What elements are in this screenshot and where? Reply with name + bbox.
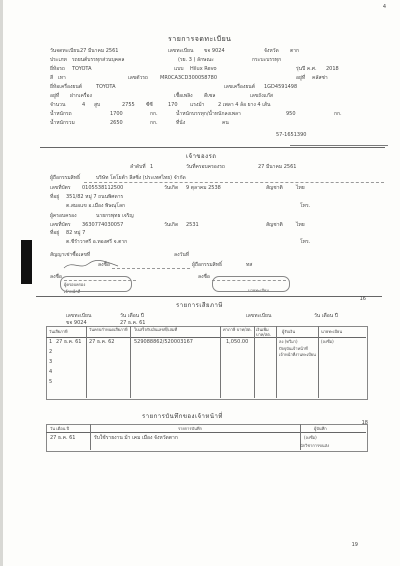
holder-nationality-label: สัญชาติ (266, 185, 283, 191)
possessor-address-label: ที่อยู่ (50, 230, 60, 236)
load-weight-label: น้ำหนักบรรทุก/น้ำหนักลงเพลา (176, 111, 241, 117)
holder-id-label: เลขที่บัตร (50, 185, 71, 191)
owner-title: เจ้าของรถ (186, 153, 217, 160)
holder-address-label: ที่อยู่ (50, 194, 60, 200)
vehicle-shape-value: กระบะบรรทุก (252, 57, 282, 63)
cylinders-unit: สูบ (94, 102, 101, 108)
chassis-value: MR0CA3CD300058780 (160, 75, 218, 81)
engine-number-label: เลขเครื่องยนต์ (224, 84, 255, 90)
sign-line-holder (112, 268, 190, 269)
model-label: แบบ (174, 66, 184, 72)
cylinders-label: จำนวน (50, 102, 66, 108)
tax-col-receipt: ใบเสร็จรับเงินเลขที่/เล่มที่ (134, 327, 178, 332)
province-value: ตาก (290, 48, 300, 54)
owner-seq-value: 1 (150, 164, 154, 170)
sign-label-holder: ลงชื่อ (98, 262, 110, 268)
sign-label-officer: ลงชื่อ (50, 274, 62, 280)
cylinders-value: 4 (82, 102, 86, 108)
redaction-bar (21, 240, 32, 284)
document-code: 57-1651390 (276, 132, 307, 138)
engine-location-value: ฝากเครื่อง (70, 93, 92, 99)
holder-value: บริษัท โตโยต้า ลีสซิ่ง (ประเทศไทย) จำกัด (96, 175, 186, 181)
scan-edge (0, 0, 3, 566)
possessor-birth-value: 2531 (186, 222, 199, 228)
officer-stamp (60, 276, 132, 292)
notes-row-text: รับใช้รายงาน ม้า เคม เมือง จังหวัดตาก (94, 435, 178, 441)
vehicle-type-value: รถยนต์บรรทุกส่วนบุคคล (72, 57, 125, 63)
holder-label: ผู้ถือกรรมสิทธิ์ (50, 175, 81, 181)
horsepower-value: 170 (168, 102, 178, 108)
contract-date-label: ลงวันที่ (174, 252, 190, 258)
tax-reg-value: ขจ 9024 (66, 320, 87, 326)
holder-id-value: 0105538112500 (82, 185, 124, 191)
holder-underline (84, 182, 384, 183)
holder-nationality-value: ไทย (296, 185, 305, 191)
load-weight-value: 950 (286, 111, 296, 117)
possessor-address-line2: ต.ชีรำวาศรี อ.ทองศรี จ.ตาก (66, 239, 128, 245)
chassis-location-label: อยู่ที่ (296, 75, 306, 81)
possessor-tel-label: โทร. (300, 239, 311, 245)
engine-brand-label: ยี่ห้อเครื่องยนต์ (50, 84, 83, 90)
tax-col-divider (220, 326, 221, 398)
notes-signer: (ลงชื่อ) (304, 435, 317, 440)
seats-unit: คน (222, 120, 229, 126)
tax-row-receiver: ลง (ทวีมา) (279, 339, 298, 344)
possessor-birth-label: วันเกิด (164, 222, 179, 228)
reg-date-label: วันจดทะเบียน (50, 48, 80, 54)
tax-title: รายการเสียภาษี (176, 302, 223, 309)
tax-col-amount: ค่าภาษี บาท/สต. (223, 327, 252, 332)
vehicle-weight-label: น้ำหนักรถ (50, 111, 72, 117)
officer-notes-header-line (46, 432, 366, 433)
hire-purchase-label: สัญญาเช่าซื้อเลขที่ (50, 252, 91, 258)
load-weight-unit: กก. (334, 111, 342, 117)
lower-page-number: 18 (361, 420, 368, 426)
registrar-stamp (212, 276, 290, 292)
fuel-label: เชื้อเพลิง (174, 93, 193, 99)
tax-row-registrar: (ลงชื่อ) (321, 339, 334, 344)
engine-brand-value: TOYOTA (96, 84, 116, 90)
tax-col-divider (318, 326, 319, 398)
engine-location-label: อยู่ที่ (50, 93, 60, 99)
notes-row-date: 27 ธ.ค. 61 (50, 435, 76, 441)
sign-role-possessor: ผู้ครอบครอง (64, 282, 86, 287)
vehicle-weight-value: 1700 (110, 111, 123, 117)
vehicle-type-label: ประเภท (50, 57, 67, 63)
brand-label: ยี่ห้อรถ (50, 66, 65, 72)
brand-value: TOYOTA (72, 66, 92, 72)
province-label: จังหวัด (264, 48, 279, 54)
tax-date-label: วัน เดือน ปี (120, 313, 144, 319)
torn-edge-mark (290, 145, 388, 146)
notes-col-date: วัน เดือน ปี (50, 426, 70, 431)
tax-col-surcharge: เงินเพิ่ม บาท/สต. (256, 327, 272, 337)
holder-birth-value: 9 ตุลาคม 2538 (186, 185, 221, 191)
owner-date-value: 27 มีนาคม 2561 (258, 164, 297, 170)
tax-row-due: 27 ธ.ค. 62 (89, 339, 115, 345)
notes-col-entry: รายการบันทึก (178, 426, 202, 431)
holder-address-line2: ต.สมอแข อ.เมือง พิษณุโลก (66, 203, 126, 209)
model-value: Hilux Revo (190, 66, 217, 72)
possessor-address-value: 82 หมู่ 7 (66, 230, 86, 236)
engine-number-value: 1GD4591498 (264, 84, 298, 90)
corner-number: 4 (382, 4, 386, 10)
tax-date-label-2: วัน เดือน ปี (314, 313, 338, 319)
total-weight-value: 2650 (110, 120, 123, 126)
total-weight-unit: กก. (150, 120, 158, 126)
color-value: เทา (58, 75, 66, 81)
axles-wheels-value: 2 เพลา 4 ล้อ ยาง 4 เส้น (218, 102, 271, 108)
sign-role-holder: ผู้ถือกรรมสิทธิ์ (192, 262, 223, 268)
mid-page-number: 16 (359, 296, 366, 302)
possessor-value: นายกรพุทธ เจริญ (96, 213, 134, 219)
chassis-label: เลขตัวรถ (128, 75, 148, 81)
sign-value-holder: ทส (246, 262, 253, 268)
holder-tel-label: โทร. (300, 203, 311, 209)
horsepower-unit: แรงม้า (190, 102, 205, 108)
tax-col-registrar: นายทะเบียน (321, 329, 343, 334)
tax-row-no: 3 (49, 359, 53, 365)
seats-label: ที่นั่ง (176, 120, 186, 126)
sign-role-officer: เจ้าหน้าที่ (64, 289, 81, 294)
owner-seq-label: ลำดับที่ (130, 164, 146, 170)
bottom-page-number: 19 (351, 542, 358, 548)
gas-tank-label: เลขถังแก๊ส (250, 93, 273, 99)
owner-date-label: วันที่ครอบครองรถ (186, 164, 225, 170)
tax-col-paid-date: วันเสียภาษี (49, 329, 68, 334)
chassis-location-value: คลัสซ่า (312, 75, 328, 81)
tax-date-value: 27 ธ.ค. 61 (120, 320, 146, 326)
possessor-id-value: 3630774030057 (82, 222, 124, 228)
tax-receiver-note: ปัจจุบันเจ้าหน้าที่ (279, 346, 308, 351)
possessor-nationality-value: ไทย (296, 222, 305, 228)
tax-row-no: 4 (49, 369, 53, 375)
tax-col-divider (130, 326, 131, 398)
color-label: สี (50, 75, 54, 81)
tax-row-receipt: 529088862/520003167 (134, 339, 193, 345)
possessor-label: ผู้ครอบครอง (50, 213, 77, 219)
officer-notes-title: รายการบันทึกของเจ้าหน้าที่ (142, 413, 223, 420)
total-weight-label: น้ำหนักรวม (50, 120, 75, 126)
vehicle-weight-unit: กก. (150, 111, 158, 117)
tax-registrar-note: เจ้าหน้าที่งานทะเบียน (279, 352, 316, 357)
tax-row-no: 5 (49, 379, 53, 385)
section-divider-2 (36, 296, 382, 297)
vehicle-class-value: (รย. 3 ) ลักษณะ (178, 57, 214, 63)
cc-value: 2755 (122, 102, 135, 108)
notes-col-recorder: ผู้บันทึก (314, 426, 327, 431)
tax-row-no: 1 (49, 339, 53, 345)
reg-number-label: เลขทะเบียน (168, 48, 194, 54)
section-divider-1 (40, 147, 385, 148)
sign-label-registrar: ลงชื่อ (198, 274, 210, 280)
tax-col-due-date: วันครบกำหนดเสียภาษี (89, 327, 128, 332)
officer-signature-mark (62, 258, 122, 272)
registration-title: รายการจดทะเบียน (168, 35, 232, 43)
notes-col-divider (90, 424, 91, 450)
tax-row-amount: 1,050.00 (226, 339, 249, 345)
tax-row-no: 2 (49, 349, 53, 355)
possessor-id-label: เลขที่บัตร (50, 222, 71, 228)
holder-birth-label: วันเกิด (164, 185, 179, 191)
tax-row-date: 27 ธ.ค. 61 (56, 339, 82, 345)
tax-reg-label: เลขทะเบียน (66, 313, 92, 319)
model-year-value: 2018 (326, 66, 339, 72)
tax-reg-label-2: เลขทะเบียน (246, 313, 272, 319)
reg-number-value: ขจ 9024 (204, 48, 225, 54)
fuel-value: ดีเซล (204, 93, 216, 99)
tax-col-receiver: ผู้รับเงิน (282, 329, 296, 334)
holder-address-value: 351/82 หมู่ 7 ถนนพิศดาร (66, 194, 124, 200)
tax-col-divider (254, 326, 255, 398)
reg-date-value: 27 มีนาคม 2561 (80, 48, 119, 54)
possessor-nationality-label: สัญชาติ (266, 222, 283, 228)
model-year-label: รุ่นปี ค.ศ. (296, 66, 317, 72)
tax-col-divider (276, 326, 277, 398)
sign-role-registrar: นายทะเบียน (248, 288, 270, 293)
notes-signer-role: นักวิชาการขนส่ง (300, 443, 330, 448)
cc-unit: ซีซี (146, 102, 153, 108)
tax-col-divider (86, 326, 87, 398)
